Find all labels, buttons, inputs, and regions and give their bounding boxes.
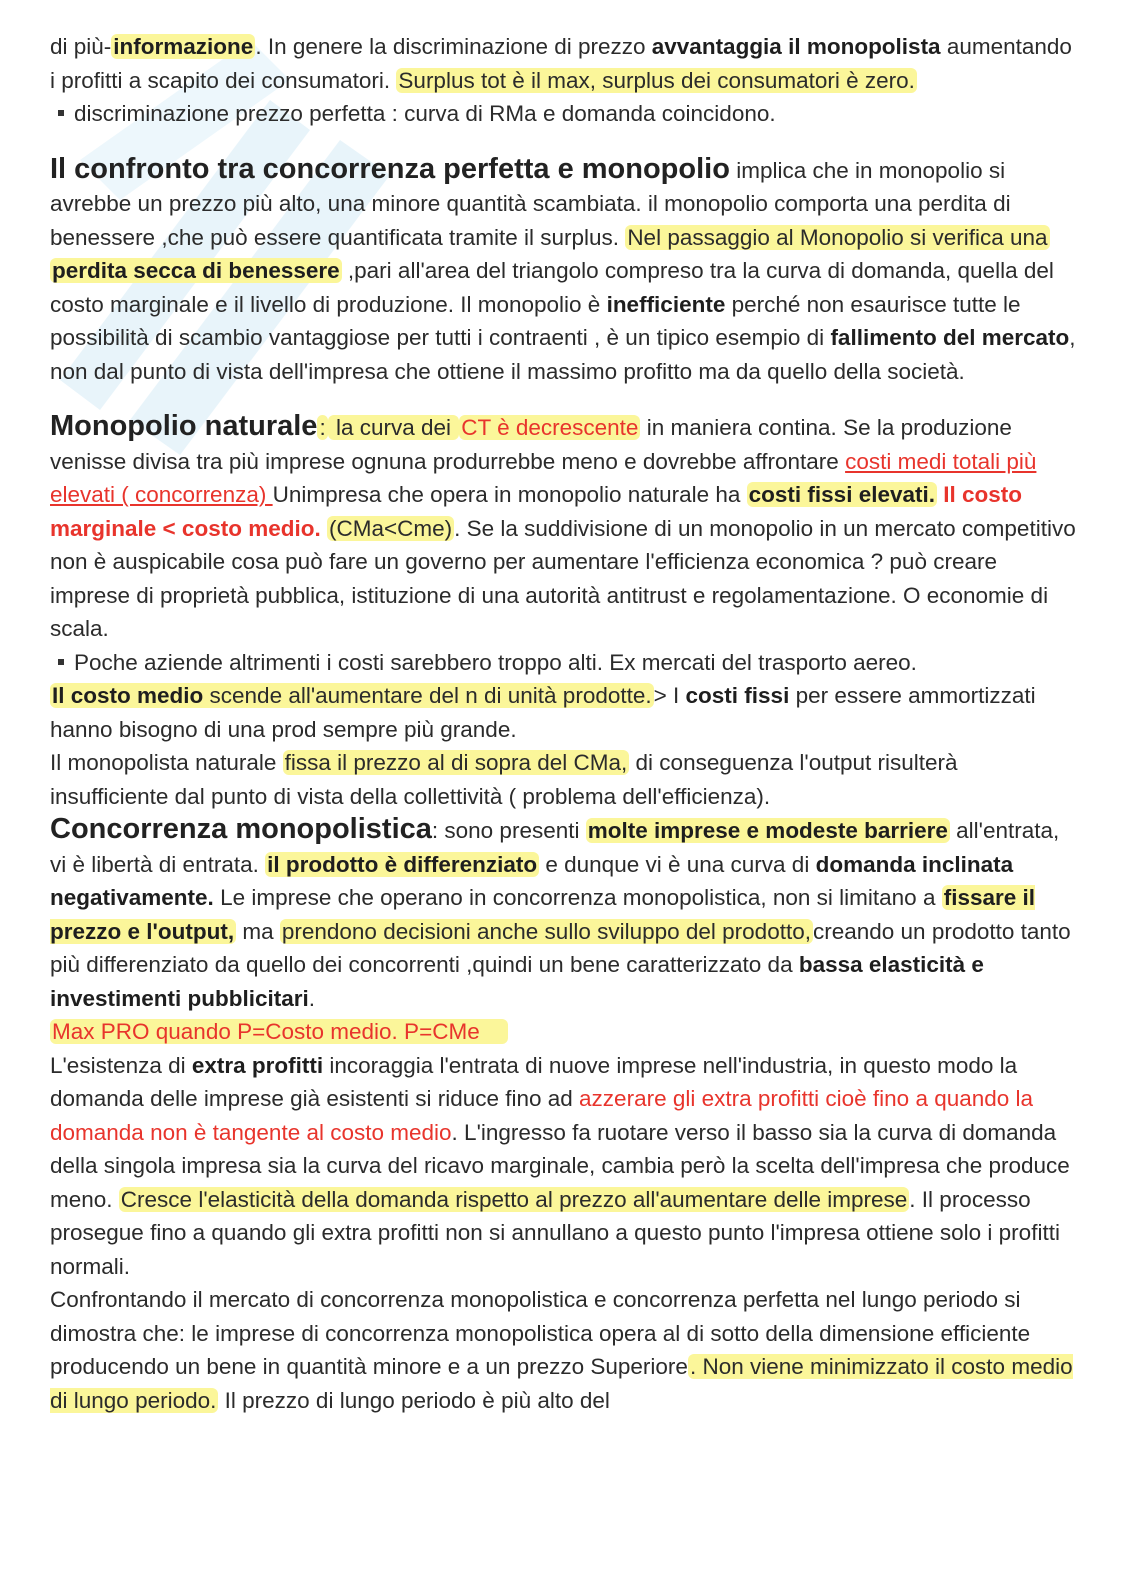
highlight-surplus: Surplus tot è il max, surplus dei consumatori è zero. <box>398 67 915 93</box>
paragraph-extra-profitti: L'esistenza di extra profitti incoraggia l'entrata di nuove imprese nell'industria, in questo modo la domanda delle imprese già esistenti si riduce fino ad azzerare gli extra profitti cioè fino a quando la domanda non è tangente al costo medio. L'ingresso fa ruotare verso il basso sia la curva di domanda della singola impresa sia la curva del ricavo marginale, cambia però la scelta dell'impresa che produce meno. Cresce l'elasticità della domanda rispetto al prezzo all'aumentare delle imprese. Il processo prosegue fino a quando gli extra profitti non si annullano a questo punto l'impresa ottiene solo i profitti normali. <box>50 1052 1070 1279</box>
document-page <box>50 30 1080 1417</box>
paragraph-monopolista-naturale: Il monopolista naturale fissa il prezzo al di sopra del CMa, di conseguenza l'output risulterà insufficiente dal punto di vista della collettività ( problema dell'efficienza). <box>50 750 958 809</box>
paragraph-costo-medio: Il costo medio scende all'aumentare del n di unità prodotte.> I costi fissi per essere ammortizzati hanno bisogno di una prod sempre più grande. <box>50 683 1036 742</box>
paragraph-confronto-lungo-periodo: Confrontando il mercato di concorrenza monopolistica e concorrenza perfetta nel lungo periodo si dimostra che: le imprese di concorrenza monopolistica opera al di sotto della dimensione efficiente producendo un bene in quantità minore e a un prezzo Superiore. Non viene minimizzato il costo medio di lungo periodo. Il prezzo di lungo periodo è più alto del <box>50 1287 1073 1413</box>
highlight-informazione: informazione <box>113 34 254 59</box>
paragraph-discriminazione: di più-informazione. In genere la discriminazione di prezzo avvantaggia il monopolista aumentando i profitti a scapito dei consumatori. Surplus tot è il max, surplus dei consumatori è zero. <box>50 34 1072 93</box>
heading-monopolio-naturale: Monopolio naturale <box>50 410 318 442</box>
paragraph-monopolio-naturale: Monopolio naturale: la curva dei CT è decrescente in maniera contina. Se la produzione venisse divisa tra più imprese ognuna produrrebbe meno e dovrebbe affrontare costi medi totali più elevati ( concorrenza) Unimpresa che opera in monopolio naturale ha costi fissi elevati. Il costo marginale < costo medio. (CMa<Cme). Se la suddivisione di un monopolio in un mercato competitivo non è auspicabile cosa può fare un governo per aumentare l'efficienza economica ? può creare imprese di proprietà pubblica, istituzione di una autorità antitrust e regolamentazione. O economie di scala. <box>50 410 1076 641</box>
bullet-icon <box>58 110 64 116</box>
highlight-max-pro: Max PRO quando P=Costo medio. P=CMe <box>50 1015 1080 1049</box>
bullet-discriminazione-perfetta: discriminazione prezzo perfetta : curva di RMa e domanda coincidono. <box>50 97 1080 131</box>
heading-concorrenza-monopolistica: Concorrenza monopolistica <box>50 813 432 845</box>
paragraph-confronto: Il confronto tra concorrenza perfetta e monopolio implica che in monopolio si avrebbe un prezzo più alto, una minore quantità scambiata. il monopolio comporta una perdita di benessere ,che può essere quantificata tramite il surplus. Nel passaggio al Monopolio si verifica una perdita secca di benessere ,pari all'area del triangolo compreso tra la curva di domanda, quella del costo marginale e il livello di produzione. Il monopolio è inefficiente perché non esaurisce tutte le possibilità di scambio vantaggiose per tutti i contraenti , è un tipico esempio di fallimento del mercato, non dal punto di vista dell'impresa che ottiene il massimo profitto ma da quello della società. <box>50 152 1076 384</box>
bullet-poche-aziende: Poche aziende altrimenti i costi sarebbero troppo alti. Ex mercati del trasporto aereo. <box>50 646 1080 680</box>
paragraph-concorrenza-monopolistica: Concorrenza monopolistica: sono presenti molte imprese e modeste barriere all'entrata, vi è libertà di entrata. il prodotto è differenziato e dunque vi è una curva di domanda inclinata negativamente. Le imprese che operano in concorrenza monopolistica, non si limitano a fissare il prezzo e l'output, ma prendono decisioni anche sullo sviluppo del prodotto,creando un prodotto tanto più differenziato da quello dei concorrenti ,quindi un bene caratterizzato da bassa elasticità e investimenti pubblicitari. <box>50 813 1071 1011</box>
heading-confronto: Il confronto tra concorrenza perfetta e monopolio <box>50 152 730 185</box>
bullet-icon <box>58 659 64 665</box>
